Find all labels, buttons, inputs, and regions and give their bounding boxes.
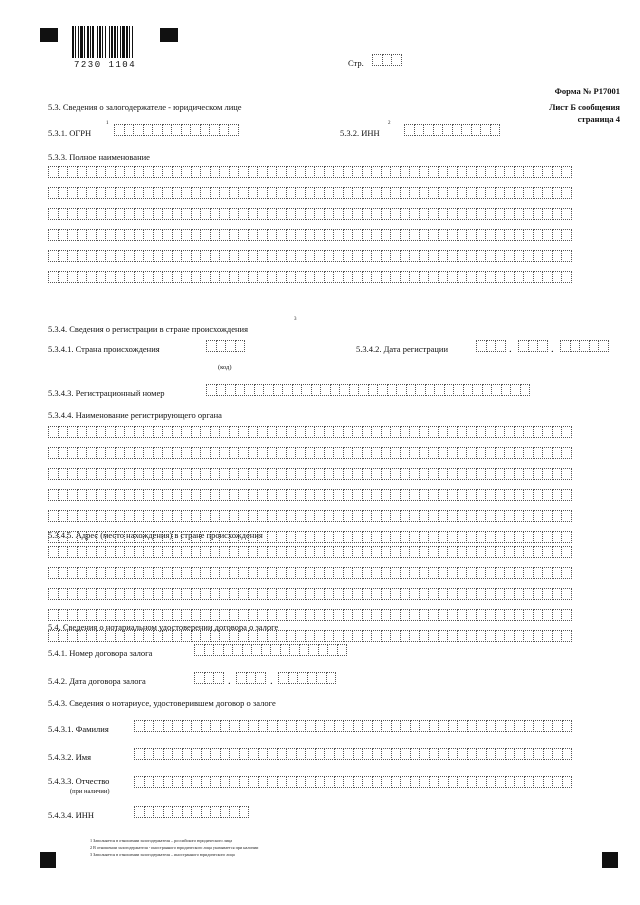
barcode-bar	[72, 26, 74, 58]
registration-number-label: 5.3.4.3. Регистрационный номер	[48, 388, 165, 398]
barcode-bar	[117, 26, 118, 58]
ogrn-field[interactable]	[114, 124, 238, 136]
country-label: 5.3.4.1. Страна происхождения	[48, 344, 160, 354]
notary-patronymic-field[interactable]	[134, 776, 571, 788]
country-code-field[interactable]	[206, 340, 244, 352]
registration-date-label: 5.3.4.2. Дата регистрации	[356, 344, 449, 354]
registration-number-field[interactable]	[206, 384, 529, 396]
notary-inn-label: 5.4.3.4. ИНН	[48, 810, 95, 820]
text-row[interactable]	[48, 250, 622, 262]
ogrn-label: 5.3.1. ОГРН	[48, 128, 92, 138]
notary-name-field[interactable]	[134, 748, 571, 760]
barcode-bar	[122, 26, 125, 58]
input-cell[interactable]	[239, 806, 250, 818]
barcode-bar	[99, 26, 101, 58]
sheet-page-label: страница 4	[577, 114, 620, 124]
input-cell[interactable]	[561, 609, 572, 621]
input-cell[interactable]	[490, 124, 501, 136]
section-5-4-heading: 5.4. Сведения о нотариальном удостоверении договора о залоге	[48, 622, 279, 632]
input-cell[interactable]	[598, 340, 609, 352]
inn-footnote-ref: 2	[388, 121, 391, 126]
input-cell[interactable]	[562, 776, 573, 788]
form-title: Форма № Р17001	[554, 86, 620, 96]
barcode-bar	[114, 26, 116, 58]
contract-date-month[interactable]	[236, 672, 265, 684]
barcode-number: 7230 1104	[74, 60, 137, 70]
text-row[interactable]	[48, 208, 622, 220]
input-cell[interactable]	[326, 672, 337, 684]
registration-date-year[interactable]	[560, 340, 608, 352]
contract-date-label: 5.4.2. Дата договора залога	[48, 676, 146, 686]
contract-number-label: 5.4.1. Номер договора залога	[48, 648, 153, 658]
registration-marker-bottom-left	[40, 852, 56, 868]
inn-field[interactable]	[404, 124, 499, 136]
input-cell[interactable]	[562, 748, 573, 760]
barcode-bar	[78, 26, 79, 58]
input-cell[interactable]	[561, 468, 572, 480]
input-cell[interactable]	[561, 531, 572, 543]
barcode-bar	[129, 26, 130, 58]
barcode-bar	[84, 26, 85, 58]
input-cell[interactable]	[213, 672, 224, 684]
input-cell[interactable]	[561, 630, 572, 642]
input-cell[interactable]	[561, 250, 572, 262]
input-cell[interactable]	[561, 447, 572, 459]
barcode-bar	[75, 26, 76, 58]
barcode-bar	[90, 26, 91, 58]
inn-label: 5.3.2. ИНН	[340, 128, 380, 138]
input-cell[interactable]	[337, 644, 348, 656]
input-cell[interactable]	[561, 166, 572, 178]
text-row[interactable]	[48, 510, 622, 522]
footnote-1: 1 Заполняется в отношении залогодержателя – российского юридического лица	[90, 838, 233, 843]
input-cell[interactable]	[561, 567, 572, 579]
input-cell[interactable]	[228, 124, 239, 136]
notary-patronymic-note: (при наличии)	[70, 788, 110, 795]
barcode-bar	[87, 26, 89, 58]
text-row[interactable]	[48, 447, 622, 459]
input-cell[interactable]	[561, 271, 572, 283]
contract-date-day[interactable]	[194, 672, 223, 684]
input-cell[interactable]	[561, 208, 572, 220]
notary-surname-field[interactable]	[134, 720, 571, 732]
notary-surname-label: 5.4.3.1. Фамилия	[48, 724, 109, 734]
notary-patronymic-label: 5.4.3.3. Отчество	[48, 776, 110, 786]
text-row[interactable]	[48, 166, 622, 178]
text-row[interactable]	[48, 489, 622, 501]
text-row[interactable]	[48, 187, 622, 199]
barcode-bar	[111, 26, 113, 58]
input-cell[interactable]	[561, 546, 572, 558]
barcode	[72, 26, 154, 58]
registration-marker-top-left	[40, 28, 58, 42]
input-cell[interactable]	[561, 588, 572, 600]
text-row[interactable]	[48, 567, 622, 579]
barcode-bar	[80, 26, 83, 58]
date-separator: .	[228, 675, 231, 687]
footnote-2: 2 В отношении залогодержателя - иностранного юридического лица указывается при наличии	[90, 845, 259, 850]
barcode-bar	[97, 26, 98, 58]
text-row[interactable]	[48, 609, 622, 621]
barcode-bar	[109, 26, 110, 58]
contract-date-year[interactable]	[278, 672, 335, 684]
input-cell[interactable]	[391, 54, 402, 66]
sheet-label: Лист Б сообщения	[549, 102, 620, 112]
section-5-3-heading: 5.3. Сведения о залогодержателе - юридическом лице	[48, 102, 242, 112]
date-separator: .	[509, 343, 512, 355]
registration-marker-bottom-right	[602, 852, 618, 868]
address-field[interactable]	[48, 546, 622, 651]
fullname-field[interactable]	[48, 166, 622, 292]
input-cell[interactable]	[561, 229, 572, 241]
input-cell[interactable]	[561, 510, 572, 522]
country-code-hint: (код)	[218, 364, 232, 371]
text-row[interactable]	[48, 426, 622, 438]
text-row[interactable]	[48, 229, 622, 241]
text-row[interactable]	[48, 546, 622, 558]
notary-name-label: 5.4.3.2. Имя	[48, 752, 92, 762]
registration-date-day[interactable]	[476, 340, 505, 352]
input-cell[interactable]	[520, 384, 531, 396]
input-cell[interactable]	[561, 187, 572, 199]
barcode-bar	[105, 26, 106, 58]
input-cell[interactable]	[561, 489, 572, 501]
text-row[interactable]	[48, 588, 622, 600]
registration-marker-top-right	[160, 28, 178, 42]
ogrn-footnote-ref: 1	[106, 121, 109, 126]
text-row[interactable]	[48, 468, 622, 480]
date-separator: .	[270, 675, 273, 687]
input-cell[interactable]	[235, 340, 246, 352]
registering-body-label: 5.3.4.4. Наименование регистрирующего органа	[48, 410, 222, 420]
barcode-bar	[126, 26, 128, 58]
registration-footnote-ref: 3	[294, 317, 297, 322]
input-cell[interactable]	[255, 672, 266, 684]
barcode-bar	[92, 26, 94, 58]
registration-date-month[interactable]	[518, 340, 547, 352]
text-row[interactable]	[48, 271, 622, 283]
input-cell[interactable]	[562, 720, 573, 732]
notary-inn-field[interactable]	[134, 806, 248, 818]
page-label: Стр.	[348, 58, 364, 68]
input-cell[interactable]	[561, 426, 572, 438]
input-cell[interactable]	[495, 340, 506, 352]
notary-heading: 5.4.3. Сведения о нотариусе, удостоверившем договор о залоге	[48, 698, 276, 708]
contract-number-field[interactable]	[194, 644, 346, 656]
input-cell[interactable]	[537, 340, 548, 352]
address-label: 5.3.4.5. Адрес (место нахождения) в стране происхождения	[48, 530, 263, 540]
page-number-field[interactable]	[372, 54, 401, 66]
registration-heading: 5.3.4. Сведения о регистрации в стране происхождения	[48, 324, 248, 334]
footnote-3: 3 Заполняется в отношении залогодержателя – иностранного юридического лица	[90, 852, 235, 857]
barcode-bar	[132, 26, 133, 58]
fullname-label: 5.3.3. Полное наименование	[48, 152, 150, 162]
barcode-bar	[102, 26, 103, 58]
barcode-bar	[120, 26, 121, 58]
date-separator: .	[551, 343, 554, 355]
